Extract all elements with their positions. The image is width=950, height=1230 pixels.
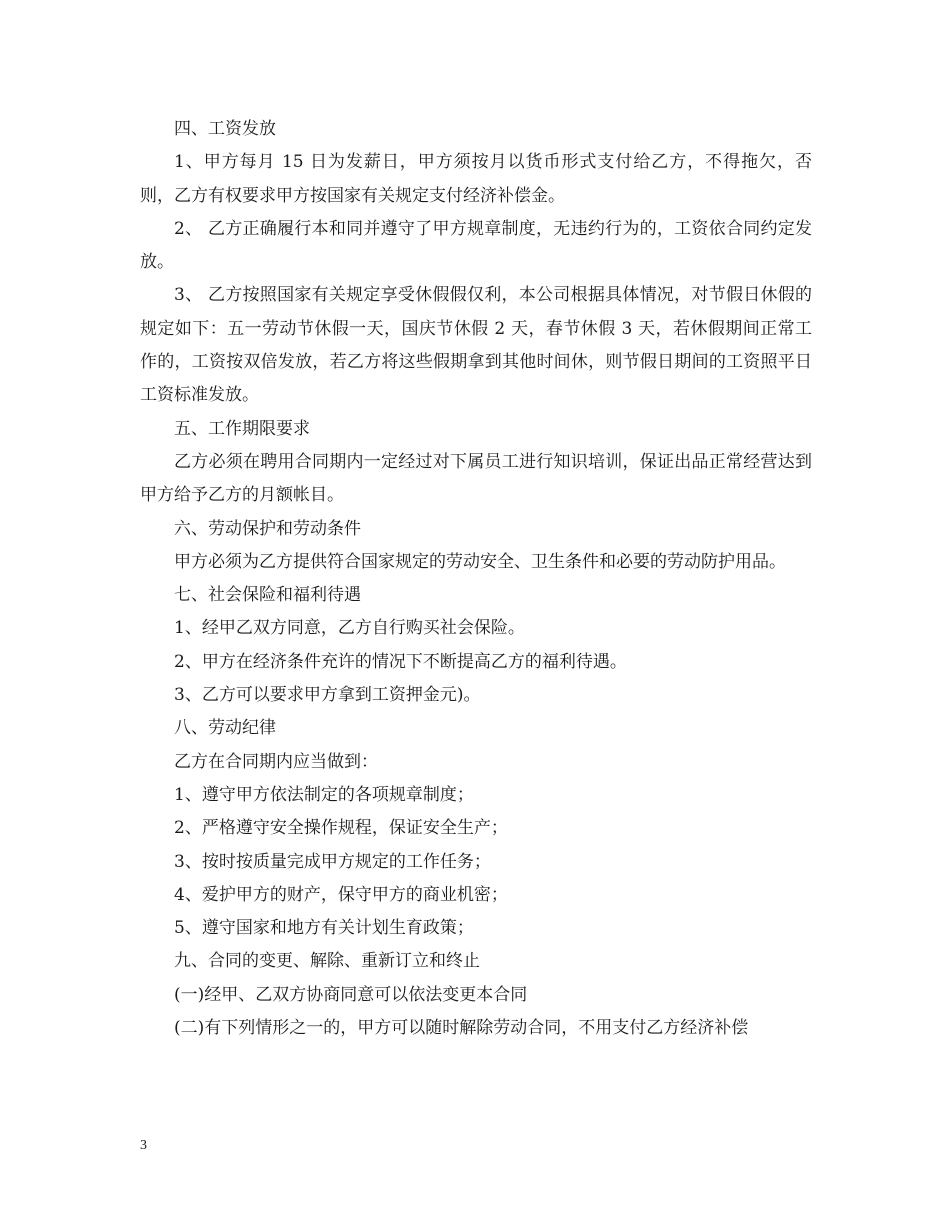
list-item-insurance-1: 1、经甲乙双方同意，乙方自行购买社会保险。 [174,618,525,639]
list-item-discipline-5: 5、遵守国家和地方有关计划生育政策； [174,918,474,939]
paragraph-safety-conditions: 甲方必须为乙方提供符合国家规定的劳动安全、卫生条件和必要的劳动防护用品。 [174,551,786,572]
section-heading-contract-changes: 九、合同的变更、解除、重新订立和终止 [174,951,480,972]
document-body [140,113,812,1045]
paragraph-payday: 1、甲方每月 15 日为发薪日，甲方须按月以货币形式支付给乙方，不得拖欠，否则，乙方有权要求甲方按国家有关规定支付经济补偿金。 [140,152,812,206]
list-item-insurance-3: 3、乙方可以要求甲方拿到工资押金元)。 [174,685,481,706]
paragraph-training: 乙方必须在聘用合同期内一定经过对下属员工进行知识培训，保证出品正常经营达到甲方给予乙方的月额帐目。 [140,451,812,506]
section-heading-term-requirements: 五、工作期限要求 [174,418,310,439]
list-item-insurance-2: 2、甲方在经济条件充许的情况下不断提高乙方的福利待遇。 [174,651,627,672]
section-heading-labor-protection: 六、劳动保护和劳动条件 [174,518,361,539]
section-heading-labor-discipline: 八、劳动纪律 [174,718,276,739]
list-item-discipline-1: 1、遵守甲方依法制定的各项规章制度； [174,784,474,805]
list-item-discipline-2: 2、严格遵守安全操作规程，保证安全生产； [174,818,508,839]
page-number: 3 [140,1138,147,1153]
paragraph-discipline-intro: 乙方在合同期内应当做到： [174,751,378,772]
paragraph-holidays: 3、 乙方按照国家有关规定享受休假假仅利，本公司根据具体情况，对节假日休假的规定如下：五一劳动节休假一天，国庆节休假 2 天，春节休假 3 天，若休假期间正常工作的，工资按双倍发放，若乙方将这些假期拿到其他时间休，则节假日期间的工资照平日工资标准发放。 [140,285,812,406]
list-item-discipline-3: 3、按时按质量完成甲方规定的工作任务； [174,851,491,872]
paragraph-termination-conditions: (二)有下列情形之一的，甲方可以随时解除劳动合同，不用支付乙方经济补偿 [174,1018,749,1039]
section-heading-wage-payment: 四、工资发放 [174,119,276,139]
list-item-discipline-4: 4、爱护甲方的财产，保守甲方的商业机密； [174,884,508,905]
section-heading-social-insurance: 七、社会保险和福利待遇 [174,585,361,606]
paragraph-change-by-agreement: (一)经甲、乙双方协商同意可以依法变更本合同 [174,984,528,1005]
paragraph-wage-conditions: 2、 乙方正确履行本和同并遵守了甲方规章制度，无违约行为的，工资依合同约定发放。 [140,218,812,273]
